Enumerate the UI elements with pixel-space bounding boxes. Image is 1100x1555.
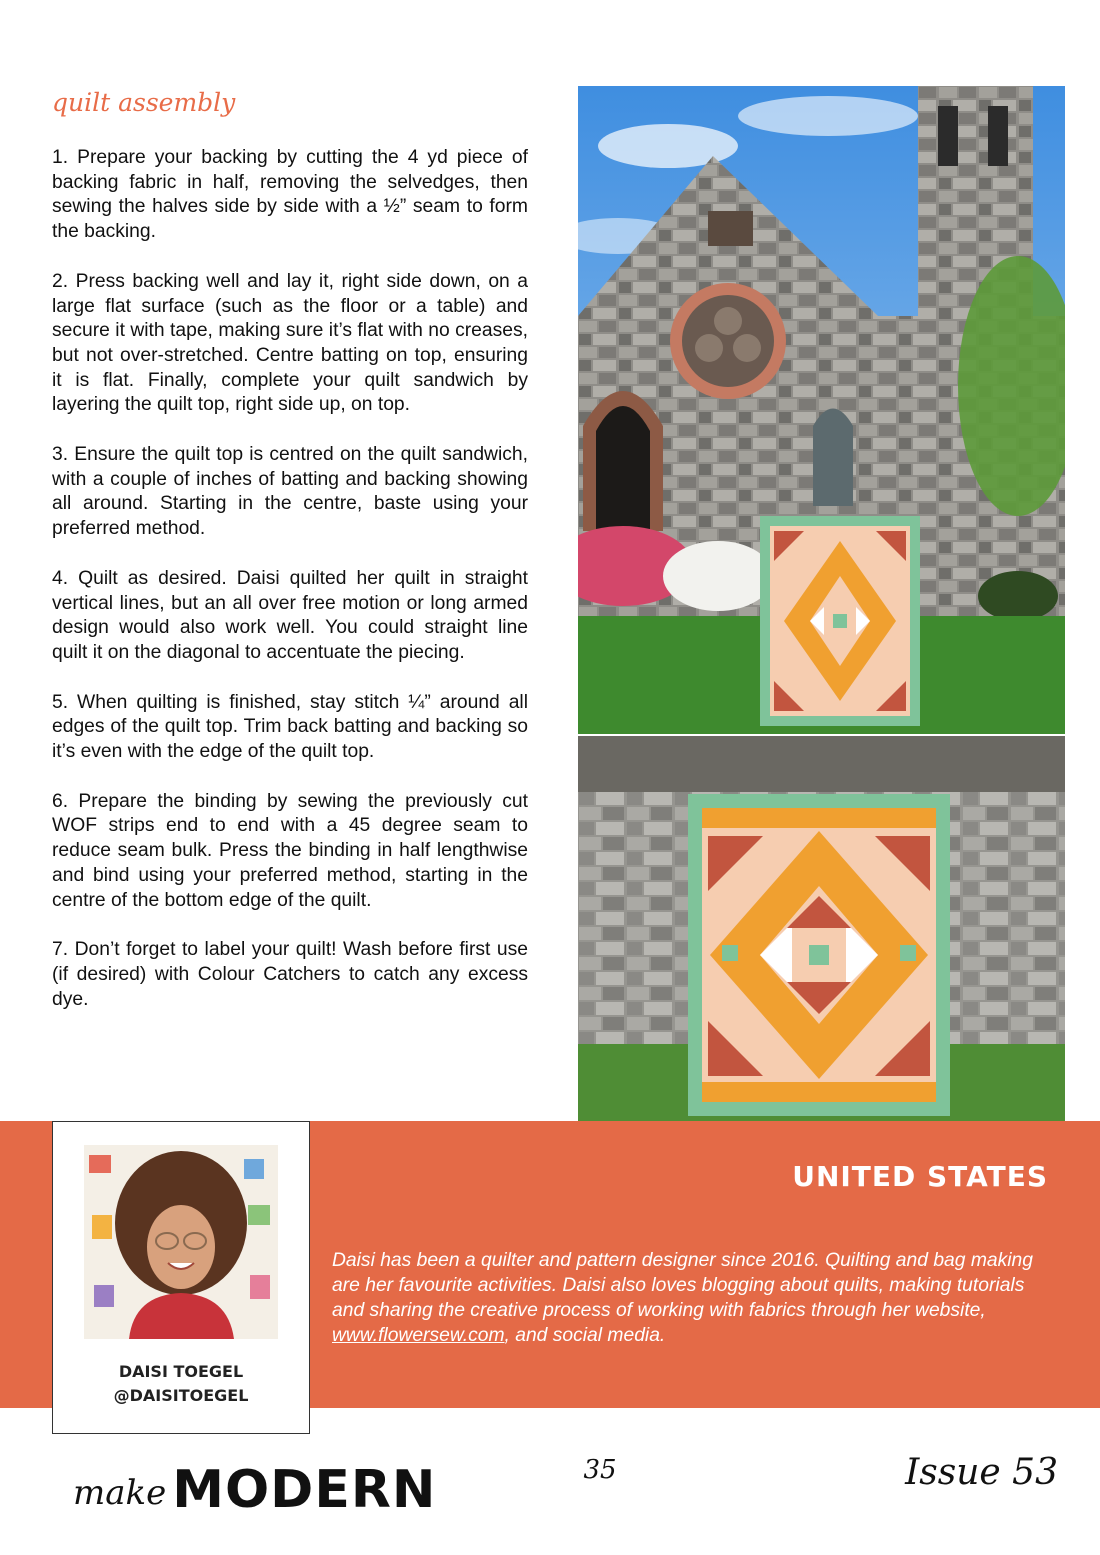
- author-portrait-image: [84, 1145, 278, 1339]
- issue-number: Issue 53: [905, 1452, 1058, 1493]
- make-modern-logo: [73, 1446, 437, 1520]
- quilt-top-small: [760, 516, 920, 726]
- step-3: 3. Ensure the quilt top is centred on the quilt sandwich, with a couple of inches of batting and backing showing all around. Starting in the centre, baste using your preferred method.: [52, 444, 528, 540]
- author-bio-text: Daisi has been a quilter and pattern designer since 2016. Quilting and bag making are her favourite activities. Daisi also loves blogging about quilts, making tutorials and sharing the creative process of working with fabrics through her website,: [332, 1250, 1034, 1322]
- author-bio: [332, 1248, 1050, 1348]
- page-number: 35: [583, 1455, 617, 1485]
- assembly-steps: [52, 146, 528, 1037]
- author-name: [53, 1360, 309, 1408]
- author-bio-end: , and social media.: [504, 1325, 666, 1347]
- author-handle: @DAISITOEGEL: [113, 1386, 249, 1405]
- quilt-photos: [578, 86, 1065, 1131]
- step-1: 1. Prepare your backing by cutting the 4 yd piece of backing fabric in half, removing the selvedges, then sewing the halves side by side with a ½” seam to form the backing.: [52, 147, 528, 243]
- logo-make-text: make: [73, 1473, 167, 1513]
- quilt-photo-collage: [578, 86, 1065, 1131]
- quilt-top-large: [688, 794, 950, 1116]
- logo-modern-text: MODERN: [172, 1460, 437, 1520]
- section-heading: quilt assembly: [52, 88, 236, 117]
- step-5: 5. When quilting is finished, stay stitch ¼” around all edges of the quilt top. Trim back batting and backing so it’s even with the edge of the quilt top.: [52, 691, 528, 763]
- author-portrait: [84, 1145, 278, 1339]
- step-4: 4. Quilt as desired. Daisi quilted her quilt in straight vertical lines, but an all over free motion or long armed design would also work well. You could straight line quilt it on the diagonal to accentuate the piecing.: [52, 567, 528, 663]
- author-name-text: DAISI TOEGEL: [118, 1362, 244, 1381]
- step-6: 6. Prepare the binding by sewing the previously cut WOF strips end to end with a 45 degree seam to reduce seam bulk. Press the binding in half lengthwise and bind using your preferred method, starting in the centre of the bottom edge of the quilt.: [52, 790, 528, 911]
- author-card: [52, 1121, 310, 1434]
- author-country: UNITED STATES: [792, 1160, 1048, 1193]
- author-website-link[interactable]: www.flowersew.com: [332, 1325, 505, 1347]
- step-7: 7. Don’t forget to label your quilt! Wash before first use (if desired) with Colour Catchers to catch any excess dye.: [52, 939, 528, 1010]
- step-2: 2. Press backing well and lay it, right side down, on a large flat surface (such as the floor or a table) and secure it with tape, making sure it’s flat with no creases, but not over-stretched. Centre batting on top, ensuring it is flat. Finally, complete your quilt sandwich by layering the quilt top, right side up, on top.: [52, 270, 528, 416]
